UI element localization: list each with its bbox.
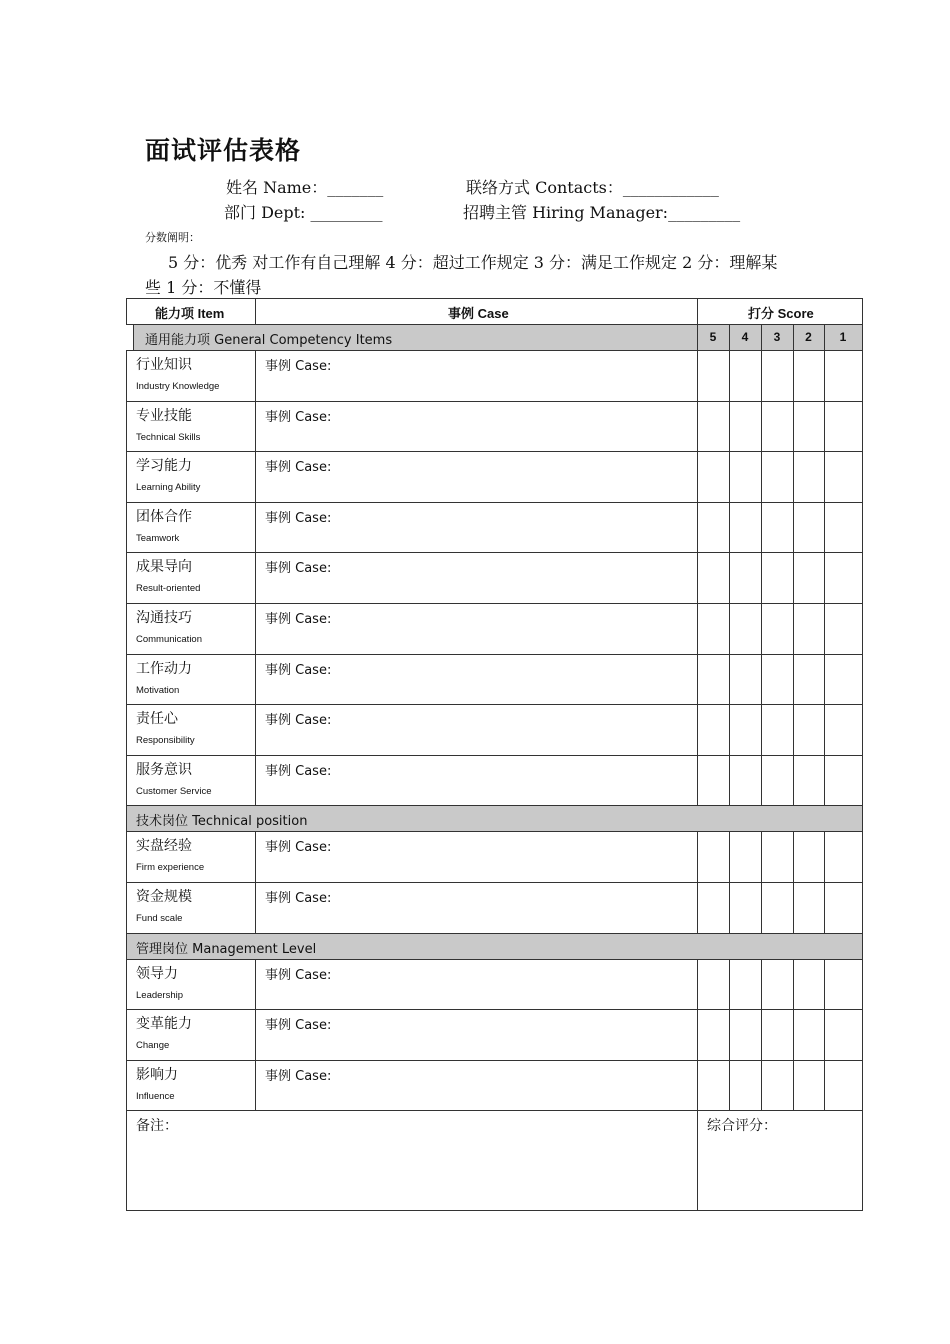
case-label: 事例 Case: xyxy=(265,663,332,678)
item-name-cn: 实盘经验 xyxy=(136,838,192,854)
score-checkbox-5[interactable] xyxy=(697,603,730,655)
dept-field[interactable]: 部门 Dept: _________ xyxy=(224,203,383,222)
item-name-cn: 服务意识 xyxy=(136,762,192,778)
item-name-en: Influence xyxy=(136,1091,175,1102)
score-level-5: 5 xyxy=(709,330,717,344)
hiring-manager-field[interactable]: 招聘主管 Hiring Manager:_________ xyxy=(463,203,741,222)
item-name-cn: 专业技能 xyxy=(136,408,192,424)
score-checkbox-5[interactable] xyxy=(697,552,730,604)
score-checkbox-5[interactable] xyxy=(697,959,730,1010)
score-checkbox-2[interactable] xyxy=(793,451,825,503)
section-title: 通用能力项 General Competency Items xyxy=(145,333,393,348)
score-checkbox-3[interactable] xyxy=(761,451,794,503)
case-label: 事例 Case: xyxy=(265,1018,332,1033)
score-checkbox-2[interactable] xyxy=(793,502,825,553)
score-checkbox-3[interactable] xyxy=(761,959,794,1010)
item-name-en: Change xyxy=(136,1040,170,1051)
item-name-cn: 领导力 xyxy=(136,966,178,982)
score-checkbox-3[interactable] xyxy=(761,502,794,553)
score-checkbox-1[interactable] xyxy=(824,451,863,503)
remarks-label: 备注： xyxy=(136,1118,178,1134)
item-name-cn: 学习能力 xyxy=(136,458,192,474)
item-name-en: Motivation xyxy=(136,685,180,696)
score-checkbox-5[interactable] xyxy=(697,704,730,756)
case-label: 事例 Case: xyxy=(265,968,332,983)
score-level-4: 4 xyxy=(741,330,749,344)
score-checkbox-5[interactable] xyxy=(697,654,730,705)
score-checkbox-1[interactable] xyxy=(824,882,863,934)
score-checkbox-4[interactable] xyxy=(729,755,762,806)
header-score-label: 打分 Score xyxy=(748,306,814,321)
item-name-cn: 行业知识 xyxy=(136,357,192,373)
score-level-1: 1 xyxy=(839,330,847,344)
section-title: 技术岗位 Technical position xyxy=(136,814,308,830)
item-name-en: Fund scale xyxy=(136,913,183,924)
item-name-cn: 工作动力 xyxy=(136,661,192,677)
score-checkbox-5[interactable] xyxy=(697,755,730,806)
score-checkbox-2[interactable] xyxy=(793,959,825,1010)
score-checkbox-2[interactable] xyxy=(793,704,825,756)
score-checkbox-3[interactable] xyxy=(761,882,794,934)
score-checkbox-3[interactable] xyxy=(761,654,794,705)
item-name-en: Responsibility xyxy=(136,735,195,746)
case-label: 事例 Case: xyxy=(265,764,332,779)
score-checkbox-3[interactable] xyxy=(761,401,794,452)
item-name-en: Teamwork xyxy=(136,533,180,544)
score-checkbox-1[interactable] xyxy=(824,1060,863,1111)
score-checkbox-4[interactable] xyxy=(729,603,762,655)
score-checkbox-3[interactable] xyxy=(761,350,794,402)
score-checkbox-1[interactable] xyxy=(824,831,863,883)
score-checkbox-4[interactable] xyxy=(729,654,762,705)
score-checkbox-5[interactable] xyxy=(697,401,730,452)
score-checkbox-5[interactable] xyxy=(697,882,730,934)
score-checkbox-3[interactable] xyxy=(761,1009,794,1061)
score-checkbox-3[interactable] xyxy=(761,1060,794,1111)
score-checkbox-5[interactable] xyxy=(697,502,730,553)
item-name-en: Customer Service xyxy=(136,786,212,797)
item-name-en: Result-oriented xyxy=(136,583,201,594)
score-checkbox-2[interactable] xyxy=(793,755,825,806)
header-case-label: 事例 Case xyxy=(448,306,509,321)
score-checkbox-1[interactable] xyxy=(824,502,863,553)
case-label: 事例 Case: xyxy=(265,460,332,475)
score-checkbox-5[interactable] xyxy=(697,350,730,402)
score-checkbox-4[interactable] xyxy=(729,502,762,553)
score-checkbox-1[interactable] xyxy=(824,603,863,655)
score-checkbox-2[interactable] xyxy=(793,654,825,705)
score-checkbox-5[interactable] xyxy=(697,1060,730,1111)
item-name-cn: 团体合作 xyxy=(136,509,192,525)
score-checkbox-1[interactable] xyxy=(824,552,863,604)
score-description-line1: 5 分：优秀 对工作有自己理解 4 分：超过工作规定 3 分：满足工作规定 2 分：理解某 xyxy=(168,253,778,272)
score-checkbox-3[interactable] xyxy=(761,704,794,756)
score-checkbox-4[interactable] xyxy=(729,704,762,756)
score-checkbox-1[interactable] xyxy=(824,350,863,402)
score-checkbox-5[interactable] xyxy=(697,451,730,503)
score-checkbox-1[interactable] xyxy=(824,654,863,705)
item-name-en: Technical Skills xyxy=(136,432,201,443)
item-name-cn: 责任心 xyxy=(136,711,178,727)
case-label: 事例 Case: xyxy=(265,359,332,374)
score-checkbox-2[interactable] xyxy=(793,603,825,655)
score-level-3: 3 xyxy=(773,330,781,344)
score-checkbox-2[interactable] xyxy=(793,831,825,883)
overall-score-label: 综合评分： xyxy=(707,1118,777,1134)
score-checkbox-5[interactable] xyxy=(697,831,730,883)
score-checkbox-5[interactable] xyxy=(697,1009,730,1061)
remarks-cell[interactable] xyxy=(126,1110,698,1211)
case-label: 事例 Case: xyxy=(265,840,332,855)
score-checkbox-4[interactable] xyxy=(729,1060,762,1111)
case-label: 事例 Case: xyxy=(265,1069,332,1084)
score-checkbox-2[interactable] xyxy=(793,1060,825,1111)
score-checkbox-2[interactable] xyxy=(793,882,825,934)
score-checkbox-2[interactable] xyxy=(793,1009,825,1061)
item-name-cn: 变革能力 xyxy=(136,1016,192,1032)
section-title: 管理岗位 Management Level xyxy=(136,941,317,957)
score-checkbox-3[interactable] xyxy=(761,755,794,806)
case-label: 事例 Case: xyxy=(265,612,332,627)
case-label: 事例 Case: xyxy=(265,891,332,906)
item-name-en: Leadership xyxy=(136,990,184,1001)
score-checkbox-4[interactable] xyxy=(729,350,762,402)
item-name-en: Learning Ability xyxy=(136,482,201,493)
item-name-cn: 沟通技巧 xyxy=(136,610,192,626)
score-description-line2: 些 1 分：不懂得 xyxy=(145,278,262,297)
score-checkbox-2[interactable] xyxy=(793,350,825,402)
score-checkbox-3[interactable] xyxy=(761,603,794,655)
score-note-label: 分数阐明： xyxy=(145,231,200,244)
case-label: 事例 Case: xyxy=(265,713,332,728)
score-checkbox-3[interactable] xyxy=(761,552,794,604)
score-checkbox-3[interactable] xyxy=(761,831,794,883)
page-title: 面试评估表格 xyxy=(145,136,302,165)
item-name-en: Industry Knowledge xyxy=(136,381,220,392)
score-checkbox-1[interactable] xyxy=(824,1009,863,1061)
score-checkbox-4[interactable] xyxy=(729,552,762,604)
case-label: 事例 Case: xyxy=(265,561,332,576)
contacts-field[interactable]: 联络方式 Contacts：____________ xyxy=(466,178,719,197)
score-checkbox-2[interactable] xyxy=(793,401,825,452)
score-checkbox-1[interactable] xyxy=(824,959,863,1010)
score-checkbox-2[interactable] xyxy=(793,552,825,604)
score-checkbox-4[interactable] xyxy=(729,451,762,503)
item-name-cn: 成果导向 xyxy=(136,559,192,575)
score-checkbox-4[interactable] xyxy=(729,1009,762,1061)
item-name-en: Firm experience xyxy=(136,862,205,873)
header-item-label: 能力项 Item xyxy=(155,306,225,321)
item-name-cn: 影响力 xyxy=(136,1067,178,1083)
score-checkbox-4[interactable] xyxy=(729,959,762,1010)
name-field[interactable]: 姓名 Name：_______ xyxy=(226,178,384,197)
score-level-2: 2 xyxy=(805,330,812,344)
score-checkbox-4[interactable] xyxy=(729,831,762,883)
case-label: 事例 Case: xyxy=(265,410,332,425)
score-checkbox-4[interactable] xyxy=(729,882,762,934)
score-checkbox-1[interactable] xyxy=(824,755,863,806)
case-label: 事例 Case: xyxy=(265,511,332,526)
item-name-cn: 资金规模 xyxy=(136,889,192,905)
item-name-en: Communication xyxy=(136,634,202,645)
score-checkbox-4[interactable] xyxy=(729,401,762,452)
score-checkbox-1[interactable] xyxy=(824,704,863,756)
score-checkbox-1[interactable] xyxy=(824,401,863,452)
